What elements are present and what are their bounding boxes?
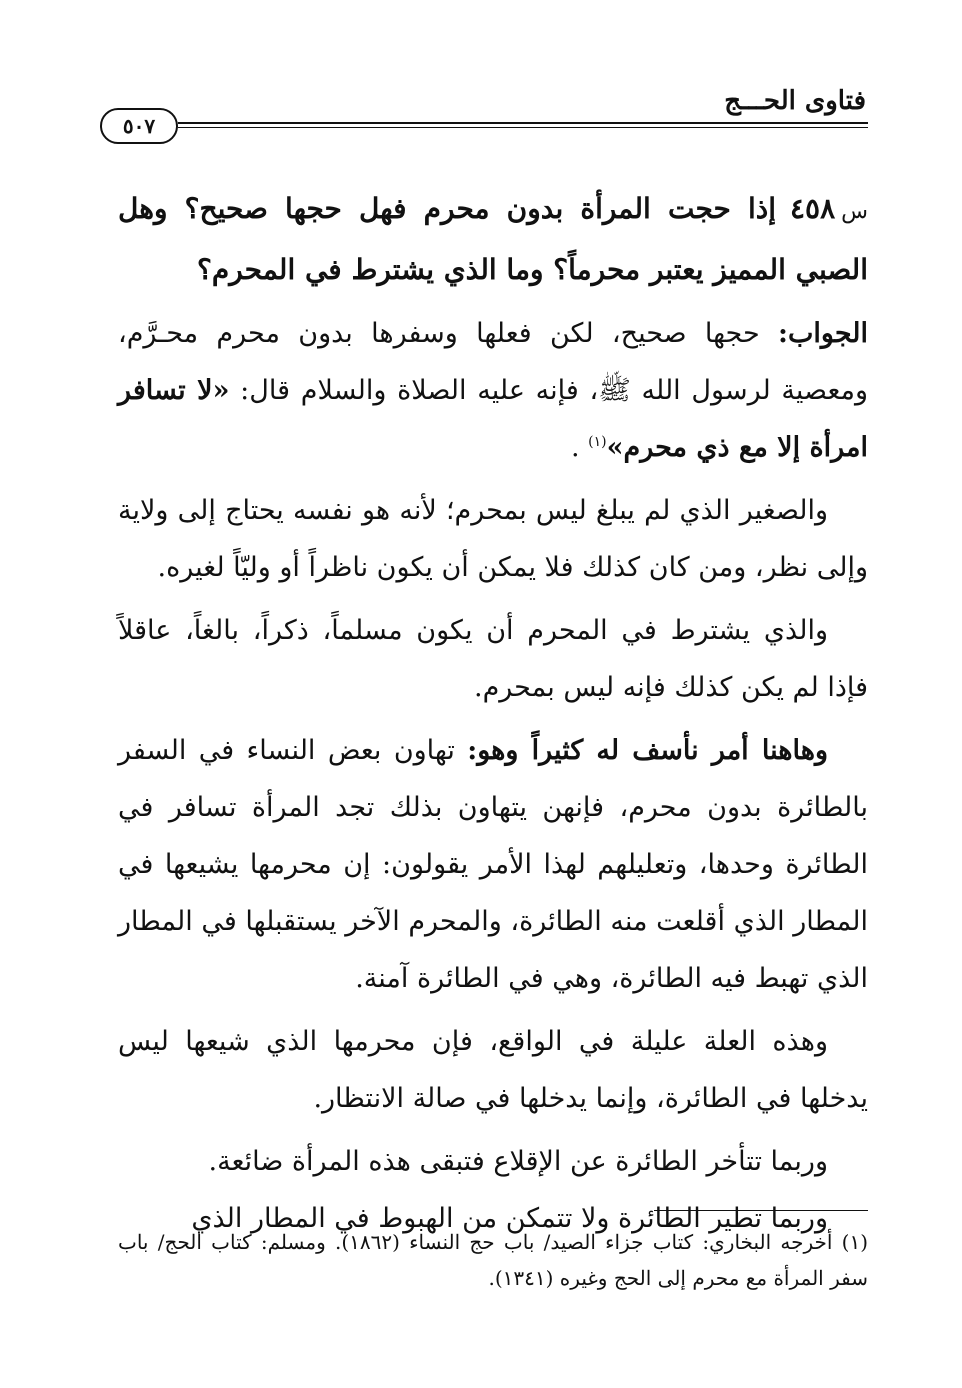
hadith-quote: «لا تسافر امرأة إلا مع ذي محرم»: [118, 375, 868, 463]
answer-paragraph-4: [118, 722, 868, 1007]
footnote: (١) أخرجه البخاري: كتاب جزاء الصيد/ باب حج النساء (١٨٦٢). ومسلم: كتاب الحج/ باب سفر المرأة مع محرم إلى الحج وغيره (١٣٤١).: [118, 1230, 868, 1290]
header-rule: [178, 122, 868, 128]
answer-paragraph-5: وهذه العلة عليلة في الواقع، فإن محرمها الذي شيعها ليس يدخلها في الطائرة، وإنما يدخلها في صالة الانتظار.: [118, 1026, 868, 1114]
footnote-rule: [654, 1210, 868, 1211]
answer-label: الجواب:: [778, 318, 868, 349]
answer-paragraph-4-text: تهاون بعض النساء في السفر بالطائرة بدون محرم، فإنهن يتهاون بذلك تجد المرأة تسافر في الطائرة وحدها، وتعليلهم لهذا الأمر يقولون: إن محرمها يشيعها في المطار الذي أقلعت منه الطائرة، والمحرم الآخر يستقبلها في المطار الذي تهبط فيه الطائرة، وهي في الطائرة آمنة.: [118, 735, 868, 994]
answer-paragraph-2: والصغير الذي لم يبلغ ليس بمحرم؛ لأنه هو نفسه يحتاج إلى ولاية وإلى نظر، ومن كان كذلك فلا يمكن أن يكون ناظراً أو وليّاً لغيره.: [118, 495, 868, 583]
running-title: فتاوى الحـــج: [724, 86, 866, 116]
question-marker: س: [841, 199, 868, 224]
answer-paragraph-1: الجواب: حجها صحيح، لكن فعلها وسفرها بدون محرم محـرَّم، ومعصية لرسول الله ﷺ، فإنه عليه الصلاة والسلام قال: «لا تسافر امرأة إلا مع ذي محرم»$^{(١)}$ .: [118, 318, 868, 463]
footnote-ref: (١): [588, 434, 607, 450]
page-number: ٥٠٧: [100, 108, 178, 144]
answer-paragraph-6: وربما تتأخر الطائرة عن الإقلاع فتبقى هذه المرأة ضائعة.: [208, 1146, 828, 1177]
question-text: إذا حجت المرأة بدون محرم فهل حجها صحيح؟ وهل الصبي المميز يعتبر محرماً؟ وما الذي يشترط في المحرم؟: [118, 192, 868, 286]
question: [118, 180, 868, 299]
question-number: ٤٥٨: [790, 192, 836, 225]
answer-paragraph-3: والذي يشترط في المحرم أن يكون مسلماً، ذكراً، بالغاً، عاقلاً فإذا لم يكن كذلك فإنه ليس بمحرم.: [118, 615, 868, 703]
answer-paragraph-4-lead: وهاهنا أمر نأسف له كثيراً وهو:: [467, 735, 828, 766]
answer-paragraph-7: وربما تطير الطائرة ولا تتمكن من الهبوط في المطار الذي: [191, 1203, 828, 1234]
main-content: [118, 180, 868, 1253]
answer-text-1: حجها صحيح، لكن فعلها وسفرها بدون محرم محـرَّم، ومعصية لرسول الله ﷺ، فإنه عليه الصلاة والسلام قال:: [118, 318, 868, 406]
